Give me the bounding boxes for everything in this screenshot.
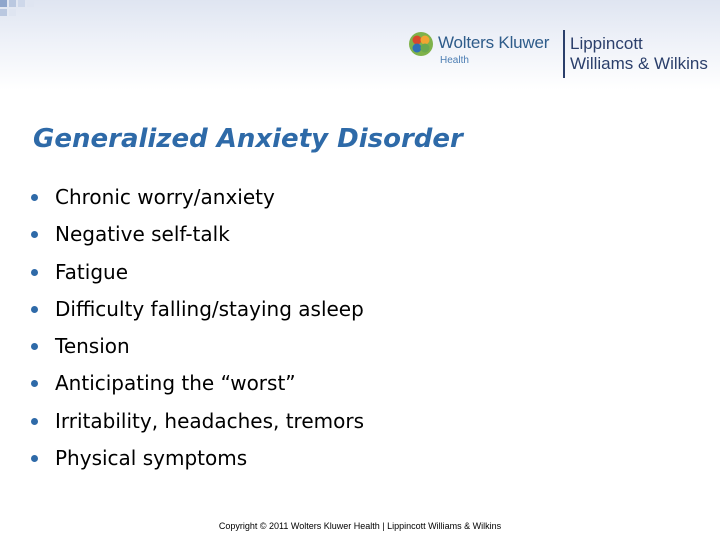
- header-band: [0, 0, 720, 90]
- corner-decoration: [0, 0, 40, 20]
- bullet-dot-icon: [31, 306, 38, 313]
- bullet-list: [31, 185, 364, 483]
- bullet-item: [31, 409, 364, 446]
- bullet-item: [31, 371, 364, 408]
- bullet-item: [31, 297, 364, 334]
- bullet-text: Tension: [55, 334, 130, 359]
- bullet-dot-icon: [31, 343, 38, 350]
- bullet-text: Negative self-talk: [55, 222, 230, 247]
- bullet-text: Difficulty falling/staying asleep: [55, 296, 364, 321]
- logo-wolters-kluwer: Wolters Kluwer: [438, 33, 550, 52]
- bullet-dot-icon: [31, 380, 38, 387]
- logo-lww-line2: Williams & Wilkins: [570, 54, 708, 73]
- slide-title: Generalized Anxiety Disorder: [33, 124, 463, 154]
- bullet-text: Anticipating the “worst”: [55, 371, 296, 396]
- bullet-item: [31, 260, 364, 297]
- wolters-kluwer-mark-icon: [408, 31, 434, 57]
- bullet-dot-icon: [31, 418, 38, 425]
- bullet-item: [31, 185, 364, 222]
- bullet-text: Physical symptoms: [55, 446, 248, 471]
- copyright-footer: Copyright © 2011 Wolters Kluwer Health | Lippincott Williams & Wilkins: [218, 521, 502, 531]
- bullet-text: Fatigue: [55, 259, 128, 284]
- publisher-logo: [408, 29, 718, 81]
- logo-divider: [563, 30, 565, 78]
- logo-lippincott: [570, 34, 708, 74]
- logo-lww-line1: Lippincott: [570, 34, 643, 53]
- logo-health: Health: [440, 55, 469, 66]
- bullet-text: Irritability, headaches, tremors: [55, 408, 364, 433]
- bullet-dot-icon: [31, 455, 38, 462]
- bullet-item: [31, 334, 364, 371]
- bullet-dot-icon: [31, 231, 38, 238]
- bullet-item: [31, 446, 364, 483]
- bullet-dot-icon: [31, 269, 38, 276]
- bullet-text: Chronic worry/anxiety: [55, 185, 275, 209]
- bullet-item: [31, 222, 364, 259]
- bullet-dot-icon: [31, 194, 38, 201]
